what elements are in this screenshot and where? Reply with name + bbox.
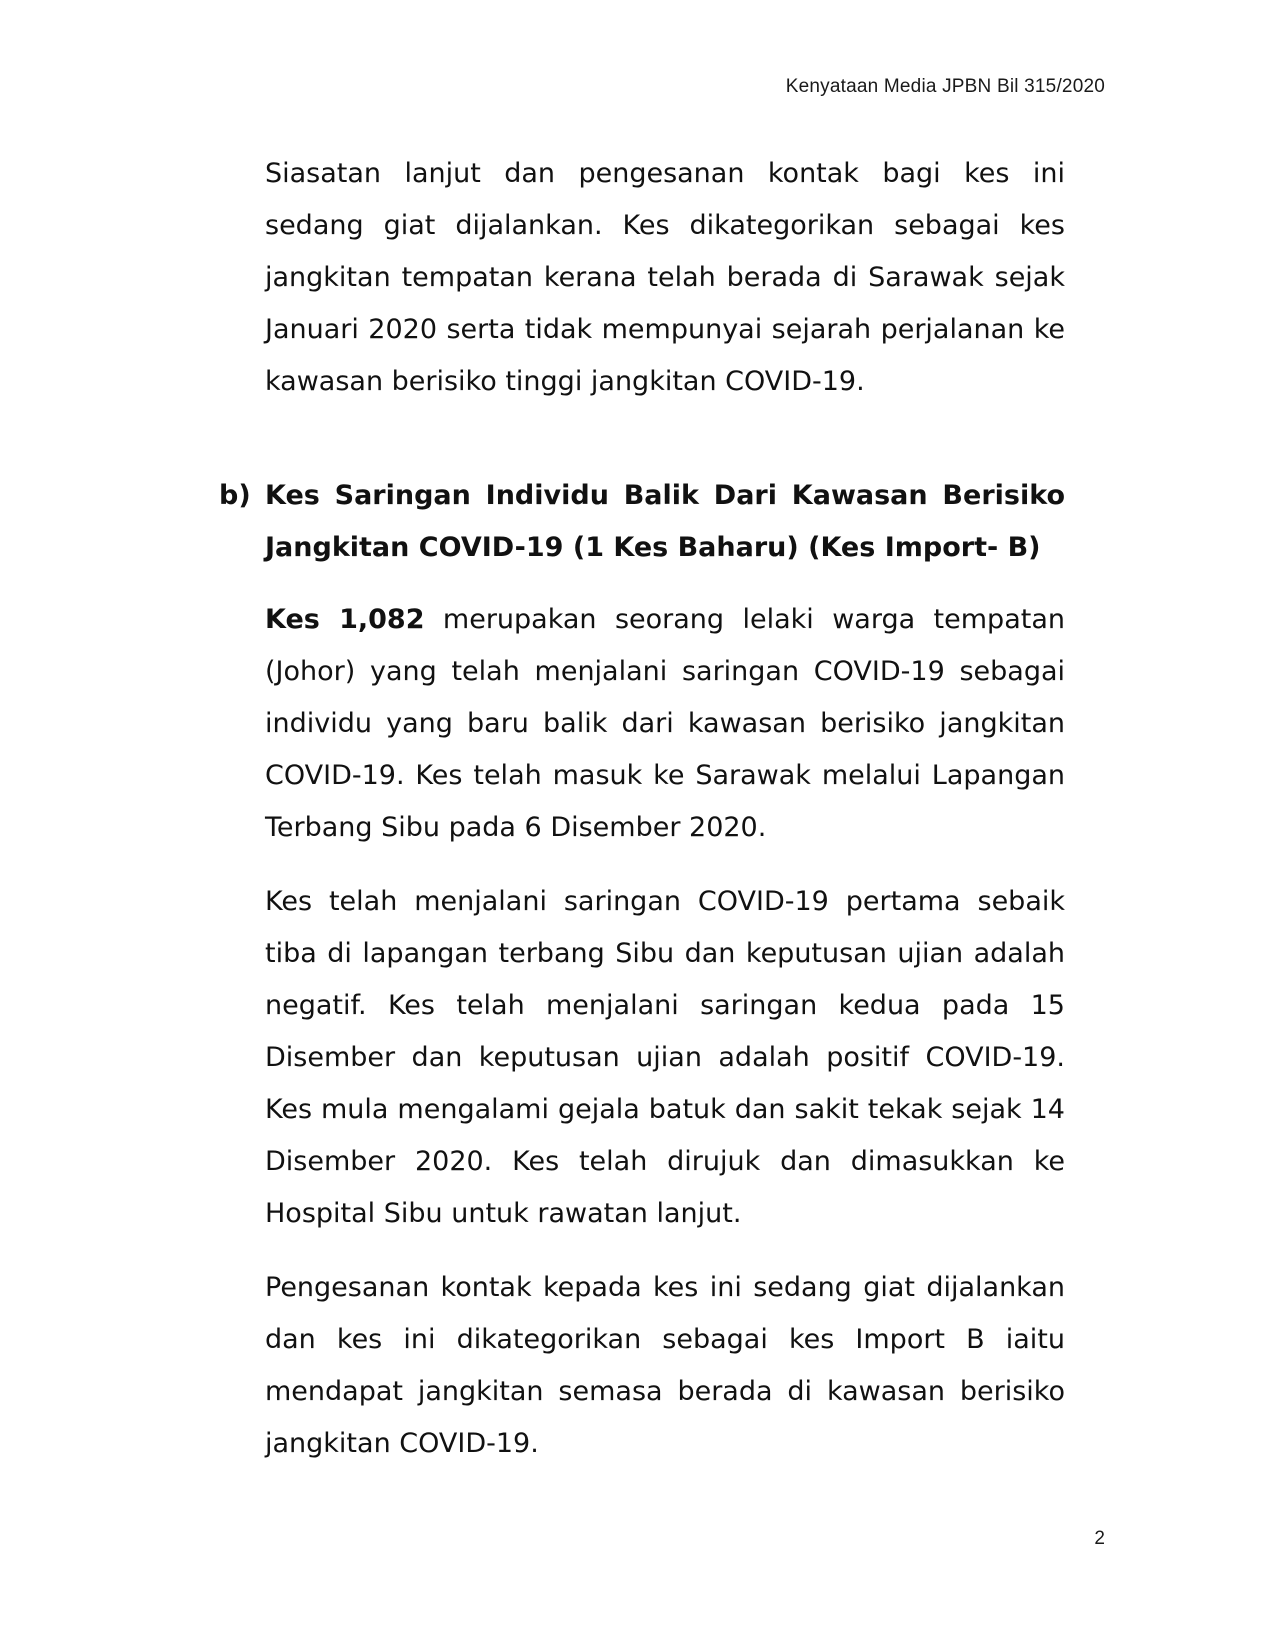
document-body — [219, 148, 1065, 1470]
case-testing-paragraph: Kes telah menjalani saringan COVID-19 pertama sebaik tiba di lapangan terbang Sibu dan keputusan ujian adalah negatif. Kes telah menjalani saringan kedua pada 15 Disember dan keputusan ujian adalah positif COVID-19. Kes mula mengalami gejala batuk dan sakit tekak sejak 14 Disember 2020. Kes telah dirujuk dan dimasukkan ke Hospital Sibu untuk rawatan lanjut. — [265, 886, 1065, 1229]
case-1082-description: merupakan seorang lelaki warga tempatan (Johor) yang telah menjalani saringan COVID-19 sebagai individu yang baru balik dari kawasan berisiko jangkitan COVID-19. Kes telah masuk ke Sarawak melalui Lapangan Terbang Sibu pada 6 Disember 2020. — [265, 604, 1065, 843]
section-b-heading-text: Kes Saringan Individu Balik Dari Kawasan Berisiko Jangkitan COVID-19 (1 Kes Baharu) (Kes Import- B) — [265, 480, 1065, 563]
document-reference-header: Kenyataan Media JPBN Bil 315/2020 — [785, 76, 1105, 97]
case-label: Kes 1,082 — [265, 604, 425, 635]
page-number: 2 — [1094, 1528, 1105, 1549]
contact-tracing-paragraph: Pengesanan kontak kepada kes ini sedang giat dijalankan dan kes ini dikategorikan sebagai kes Import B iaitu mendapat jangkitan semasa berada di kawasan berisiko jangkitan COVID-19. — [265, 1272, 1065, 1459]
section-b-marker: b) — [219, 480, 251, 511]
section-b-heading — [219, 470, 1065, 574]
section-a-closing-paragraph: Siasatan lanjut dan pengesanan kontak bagi kes ini sedang giat dijalankan. Kes dikategorikan sebagai kes jangkitan tempatan kerana telah berada di Sarawak sejak Januari 2020 serta tidak mempunyai sejarah perjalanan ke kawasan berisiko tinggi jangkitan COVID-19. — [265, 158, 1065, 397]
case-1082-paragraph — [265, 594, 1065, 854]
